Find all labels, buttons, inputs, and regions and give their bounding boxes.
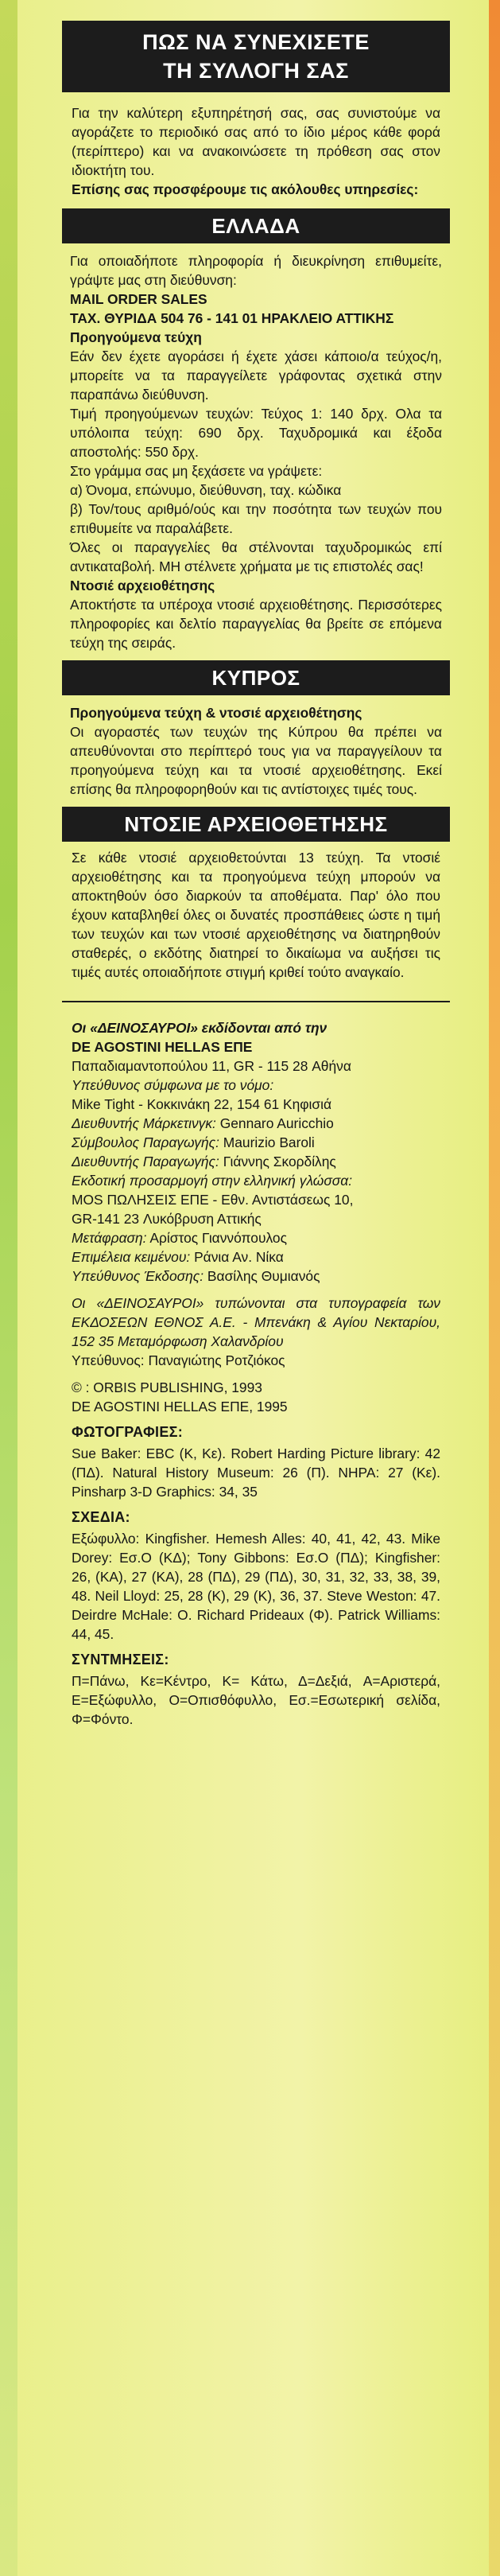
intro-section — [62, 92, 450, 208]
page-title-line2: ΤΗ ΣΥΛΛΟΓΗ ΣΑΣ — [163, 59, 349, 83]
greece-intro: Για οποιαδήποτε πληροφορία ή διευκρίνηση επιθυμείτε, γράψτε μας στη διεύθυνση: — [70, 253, 442, 288]
abbrev-text: Π=Πάνω, Kε=Κέντρο, K= Κάτω, Δ=Δεξιά, A=Αριστερά, E=Εξώφυλλο, O=Οπισθόφυλλο, Eσ.=Εσωτερική σελίδα, Φ=Φόντο. — [72, 1673, 440, 1727]
binders-subtext: Αποκτήστε τα υπέροχα ντοσιέ αρχειοθέτησης. Περισσότερες πληροφορίες και δελτίο παραγγελίας θα βρείτε σε επόμενα τεύχη της σειράς. — [70, 597, 442, 651]
drawings-heading: ΣΧΕΔΙΑ: — [72, 1509, 130, 1525]
letter-item-a: α) Όνομα, επώνυμο, διεύθυνση, ταχ. κώδικα — [70, 482, 342, 498]
edition-value2: GR-141 23 Λυκόβρυση Αττικής — [72, 1211, 262, 1227]
prod-director-value: Γιάννης Σκορδίλης — [223, 1154, 336, 1169]
publisher-name: DE AGOSTINI HELLAS ΕΠΕ — [72, 1039, 253, 1055]
previous-issues-heading: Προηγούμενα τεύχη — [70, 329, 202, 345]
credits-section — [62, 1010, 450, 1743]
cyprus-section — [62, 695, 450, 807]
drawings-text: Εξώφυλλο: Kingfisher. Hemesh Alles: 40, 41, 42, 43. Mike Dorey: Εσ.Ο (ΚΔ); Tony Gibbons: Εσ.Ο (ΠΔ); Kingfisher: 26, (KA), 27 (KA), 28 (ΠΔ), 29 (ΠΔ), 30, 31, 32, 33, 38, 39, 48. Neil Lloyd: 25, 28 (K), 29 (K), 36, 37. Steve Weston: 47. Deirdre McHale: O. Richard Prideaux (Φ). Patrick Williams: 44, 45. — [72, 1531, 440, 1642]
binders-section — [62, 842, 450, 993]
editing-value: Ράνια Αν. Νίκα — [194, 1249, 284, 1265]
prod-adviser-value: Maurizio Baroli — [223, 1134, 315, 1150]
editing-label: Επιμέλεια κειμένου: — [72, 1249, 191, 1265]
content-column — [62, 21, 450, 1743]
greece-address-line2: ΤΑΧ. ΘΥΡΙΔΑ 504 76 - 141 01 ΗΡΑΚΛΕΙΟ ΑΤΤΙΚΗΣ — [70, 310, 394, 326]
cyprus-subheading: Προηγούμενα τεύχη & ντοσιέ αρχειοθέτησης — [70, 705, 362, 721]
edition-value1: MOS ΠΩΛΗΣΕΙΣ ΕΠΕ - Εθν. Αντιστάσεως 10, — [72, 1192, 354, 1208]
prod-director-label: Διευθυντής Παραγωγής: — [72, 1154, 219, 1169]
publisher-address: Παπαδιαμαντοπούλου 11, GR - 115 28 Αθήνα — [72, 1058, 351, 1074]
translation-label: Μετάφραση: — [72, 1230, 147, 1246]
print-line: Οι «ΔΕΙΝΟΣΑΥΡΟΙ» τυπώνονται στα τυπογραφεία των ΕΚΔΟΣΕΩΝ ΕΘΝΟΣ Α.Ε. - Μπενάκη & Αγίου Νεκταρίου, 152 35 Μεταμόρφωση Χαλανδρίου — [72, 1295, 440, 1349]
section-divider — [62, 1001, 450, 1002]
print-responsible: Υπεύθυνος: Παναγιώτης Ροτζιόκος — [72, 1352, 285, 1368]
cyprus-text: Οι αγοραστές των τευχών της Κύπρου θα πρέπει να απευθύνονται στο περίπτερό τους για να παραγγείλουν τα προηγούμενα τεύχη και τα ντοσιέ αρχειοθέτησης. Εκεί επίσης θα πληροφορηθούν και τις αντίστοιχες τιμές τους. — [70, 724, 442, 797]
copyright-line1: © : ORBIS PUBLISHING, 1993 — [72, 1379, 262, 1395]
legal-rep-value: Mike Tight - Κοκκινάκη 22, 154 61 Κηφισιά — [72, 1096, 332, 1112]
prod-adviser-label: Σύμβουλος Παραγωγής: — [72, 1134, 219, 1150]
photos-text: Sue Baker: EBC (K, Kε). Robert Harding Picture library: 42 (ΠΔ). Natural History Museum: 26 (Π). NHPA: 27 (Kε). Pinsharp 3-D Graphics: 34, 35 — [72, 1446, 440, 1500]
edition-resp-value: Βασίλης Θυμιανός — [207, 1268, 320, 1284]
binders-heading: ΝΤΟΣΙΕ ΑΡΧΕΙΟΘΕΤΗΣΗΣ — [62, 807, 450, 842]
intro-text: Για την καλύτερη εξυπηρέτησή σας, σας συνιστούμε να αγοράζετε το περιοδικό σας από το ίδιο μέρος κάθε φορά (περίπτερο) και να ανακοινώσετε τη πρόθεση σας στον ιδιοκτήτη του. — [72, 105, 440, 178]
edition-label: Εκδοτική προσαρμογή στην ελληνική γλώσσα: — [72, 1173, 353, 1189]
photos-heading: ΦΩΤΟΓΡΑΦΙΕΣ: — [72, 1424, 184, 1440]
binders-text: Σε κάθε ντοσιέ αρχειοθετούνται 13 τεύχη. Τα ντοσιέ αρχειοθέτησης και τα προηγούμενα τεύχη μπορούν να αποκτηθούν όσο διαρκούν τα αποθέματα. Παρ' όλο που έχουν καταβληθεί όλες οι δυνατές προσπάθειες ώστε η τιμή των τευχών και των ντοσιέ αρχειοθέτησης να διατηρηθούν σταθερές, ο εκδότης διατηρεί το δικαίωμα να αυξήσει τις τιμές αυτές οποιαδήποτε στιγμή κριθεί τούτο αναγκαίο. — [72, 850, 440, 980]
legal-rep-label: Υπεύθυνος σύμφωνα με το νόμο: — [72, 1077, 274, 1093]
publisher-line: Οι «ΔΕΙΝΟΣΑΥΡΟΙ» εκδίδονται από την — [72, 1020, 328, 1036]
cyprus-heading: ΚΥΠΡΟΣ — [62, 660, 450, 695]
previous-issues-text: Εάν δεν έχετε αγοράσει ή έχετε χάσει κάποιο/α τεύχος/η, μπορείτε να τα παραγγείλετε γράφοντας σχετικά στην παραπάνω διεύθυνση. — [70, 348, 442, 403]
greece-address-line1: MAIL ORDER SALES — [70, 291, 207, 307]
copyright-line2: DE AGOSTINI HELLAS ΕΠΕ, 1995 — [72, 1399, 288, 1414]
page-title-banner — [62, 21, 450, 92]
price-text: Τιμή προηγούμενων τευχών: Τεύχος 1: 140 δρχ. Ολα τα υπόλοιπα τεύχη: 690 δρχ. Ταχυδρομικά και έξοδα αποστολής: 550 δρχ. — [70, 406, 442, 460]
right-edge-decoration — [489, 0, 500, 2576]
letter-item-b: β) Τον/τους αριθμό/ούς και την ποσότητα των τευχών που επιθυμείτε να παραλάβετε. — [70, 501, 442, 536]
greece-heading: ΕΛΛΑΔΑ — [62, 208, 450, 243]
letter-intro: Στο γράμμα σας μη ξεχάσετε να γράψετε: — [70, 463, 323, 479]
left-edge-decoration — [0, 0, 17, 2576]
marketing-label: Διευθυντής Μάρκετινγκ: — [72, 1115, 216, 1131]
intro-bold-text: Επίσης σας προσφέρουμε τις ακόλουθες υπηρεσίες: — [72, 181, 419, 197]
edition-resp-label: Υπεύθυνος Έκδοσης: — [72, 1268, 204, 1284]
greece-section — [62, 243, 450, 660]
translation-value: Αρίστος Γιαννόπουλος — [149, 1230, 287, 1246]
marketing-value: Gennaro Auricchio — [219, 1115, 334, 1131]
binders-subheading: Ντοσιέ αρχειοθέτησης — [70, 578, 215, 593]
abbrev-heading: ΣΥΝΤΜΗΣΕΙΣ: — [72, 1652, 169, 1667]
letter-note: Όλες οι παραγγελίες θα στέλνονται ταχυδρομικώς επί αντικαταβολή. ΜΗ στέλνετε χρήματα με τις επιστολές σας! — [70, 539, 442, 574]
page-title-line1: ΠΩΣ ΝΑ ΣΥΝΕΧΙΣΕΤΕ — [142, 30, 370, 54]
